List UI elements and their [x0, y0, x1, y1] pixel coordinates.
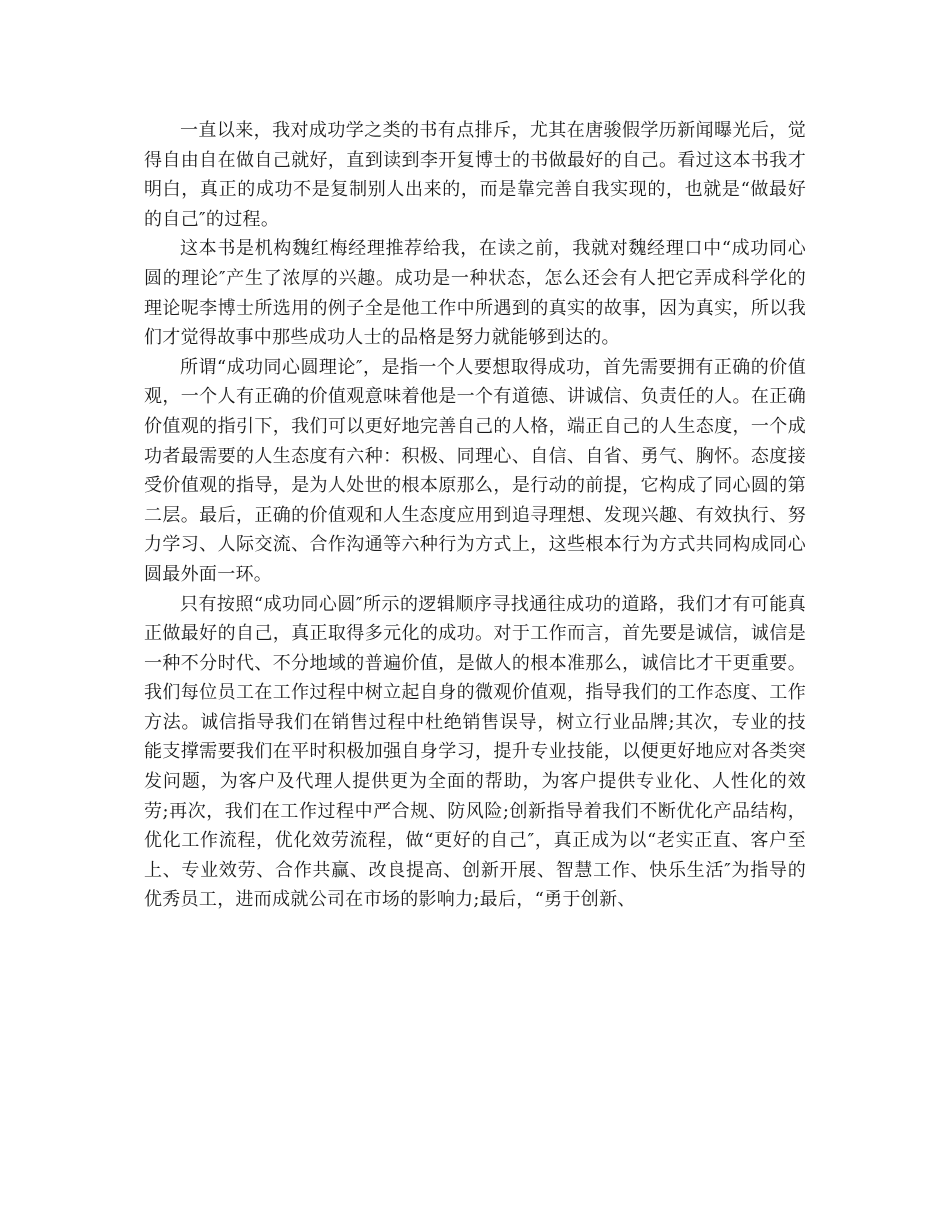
- paragraph-1: 一直以来，我对成功学之类的书有点排斥，尤其在唐骏假学历新闻曝光后，觉得自由自在做自己就好，直到读到李开复博士的书做最好的自己。看过这本书我才明白，真正的成功不是复制别人出来的，而是靠完善自我实现的，也就是“做最好的自己″的过程。: [144, 120, 806, 230]
- paragraph-4: 只有按照“成功同心圆″所示的逻辑顺序寻找通往成功的道路，我们才有可能真正做最好的自己，真正取得多元化的成功。对于工作而言，首先要是诚信，诚信是一种不分时代、不分地域的普遍价值，是做人的根本准那么，诚信比才干更重要。我们每位员工在工作过程中树立起自身的微观价值观，指导我们的工作态度、工作方法。诚信指导我们在销售过程中杜绝销售误导，树立行业品牌;其次，专业的技能支撑需要我们在平时积极加强自身学习，提升专业技能，以便更好地应对各类突发问题，为客户及代理人提供更为全面的帮助，为客户提供专业化、人性化的效劳;再次，我们在工作过程中严合规、防风险;创新指导着我们不断优化产品结构，优化工作流程，优化效劳流程，做“更好的自己″，真正成为以“老实正直、客户至上、专业效劳、合作共赢、改良提高、创新开展、智慧工作、快乐生活″为指导的优秀员工，进而成就公司在市场的影响力;最后，“勇于创新、: [144, 593, 806, 911]
- paragraph-3: 所谓“成功同心圆理论″，是指一个人要想取得成功，首先需要拥有正确的价值观，一个人有正确的价值观意味着他是一个有道德、讲诚信、负责任的人。在正确价值观的指引下，我们可以更好地完善自己的人格，端正自己的人生态度，一个成功者最需要的人生态度有六种：积极、同理心、自信、自省、勇气、胸怀。态度接受价值观的指导，是为人处世的根本原那么，是行动的前提，它构成了同心圆的第二层。最后，正确的价值观和人生态度应用到追寻理想、发现兴趣、有效执行、努力学习、人际交流、合作沟通等六种行为方式上，这些根本行为方式共同构成同心圆最外面一环。: [144, 356, 806, 585]
- paragraph-2: 这本书是机构魏红梅经理推荐给我，在读之前，我就对魏经理口中“成功同心圆的理论″产生了浓厚的兴趣。成功是一种状态，怎么还会有人把它弄成科学化的理论呢李博士所选用的例子全是他工作中所遇到的真实的故事，因为真实，所以我们才觉得故事中那些成功人士的品格是努力就能够到达的。: [144, 238, 806, 349]
- document-body: [144, 116, 806, 915]
